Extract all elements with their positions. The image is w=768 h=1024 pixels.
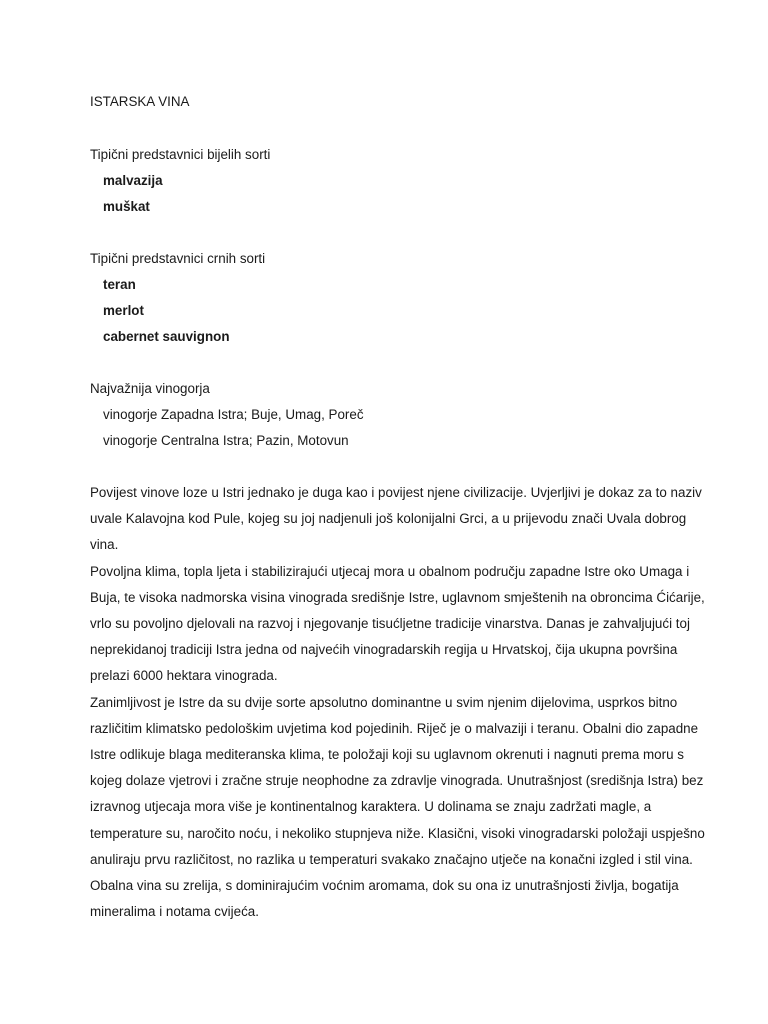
- body-line: vrlo su povoljno djelovali na razvoj i njegovanje tisućljetne tradicije vinarstva. Danas je zahvaljujući toj: [90, 616, 690, 632]
- body-line: izravnog utjecaja mora više je kontinentalnog karaktera. U dolinama se znaju zadržati magle, a: [90, 799, 652, 815]
- body-text: [90, 480, 705, 925]
- body-line: prelazi 6000 hektara vinograda.: [90, 668, 278, 684]
- body-line: različitim klimatsko pedološkim uvjetima kod pojedinih. Riječ je o malvaziji i teranu. Obalni dio zapadne: [90, 720, 699, 736]
- body-line: Istre odlikuje blaga mediteranska klima, te položaji koji su uglavnom okrenuti i nagnuti prema moru s: [90, 747, 684, 763]
- body-line: Obalna vina su zrelija, s dominirajućim voćnim aromama, dok su ona iz unutrašnjosti življa, bogatija: [90, 878, 679, 894]
- body-line: kojeg dolaze vjetrovi i zračne struje neophodne za zdravlje vinograda. Unutrašnjost (središnja Istra) bez: [90, 773, 704, 789]
- body-line: Zanimljivost je Istre da su dvije sorte apsolutno dominantne u svim njenim dijelovima, usprkos bitno: [90, 694, 678, 710]
- vineyard-item: vinogorje Centralna Istra; Pazin, Motovun: [103, 433, 349, 448]
- body-line: vina.: [90, 537, 119, 553]
- vineyard-item: vinogorje Zapadna Istra; Buje, Umag, Poreč: [103, 407, 364, 422]
- body-line: neprekidanoj tradiciji Istra jedna od najvećih vinogradarskih regija u Hrvatskoj, čija ukupna površina: [90, 642, 678, 658]
- white-varieties-heading: Tipični predstavnici bijelih sorti: [90, 147, 271, 162]
- white-variety-item: muškat: [103, 199, 150, 214]
- body-line: Povoljna klima, topla ljeta i stabilizirajući utjecaj mora u obalnom području zapadne Istre oko Umaga i: [90, 563, 690, 579]
- body-line: anuliraju prvu različitost, no razlika u temperaturi svakako značajno utječe na konačni izgled i stil vina.: [90, 851, 693, 867]
- body-line: Povijest vinove loze u Istri jednako je duga kao i povijest njene civilizacije. Uvjerljivi je dokaz za to naziv: [90, 485, 702, 500]
- document-title: ISTARSKA VINA: [90, 94, 190, 109]
- body-line: mineralima i notama cvijeća.: [90, 904, 259, 920]
- red-variety-item: cabernet sauvignon: [103, 329, 230, 344]
- red-varieties-heading: Tipični predstavnici crnih sorti: [90, 251, 266, 266]
- red-variety-item: teran: [103, 277, 136, 292]
- body-line: temperature su, naročito noću, i nekoliko stupnjeva niže. Klasični, visoki vinogradarski položaji uspješno: [90, 825, 705, 841]
- white-variety-item: malvazija: [103, 173, 163, 188]
- body-line: uvale Kalavojna kod Pule, kojeg su joj nadjenuli još kolonijalni Grci, a u prijevodu znači Uvala dobrog: [90, 511, 687, 527]
- vineyards-heading: Najvažnija vinogorja: [90, 381, 210, 396]
- red-variety-item: merlot: [103, 303, 144, 318]
- body-line: Buja, te visoka nadmorska visina vinograda središnje Istre, uglavnom smještenih na obroncima Ćićarije,: [90, 589, 705, 605]
